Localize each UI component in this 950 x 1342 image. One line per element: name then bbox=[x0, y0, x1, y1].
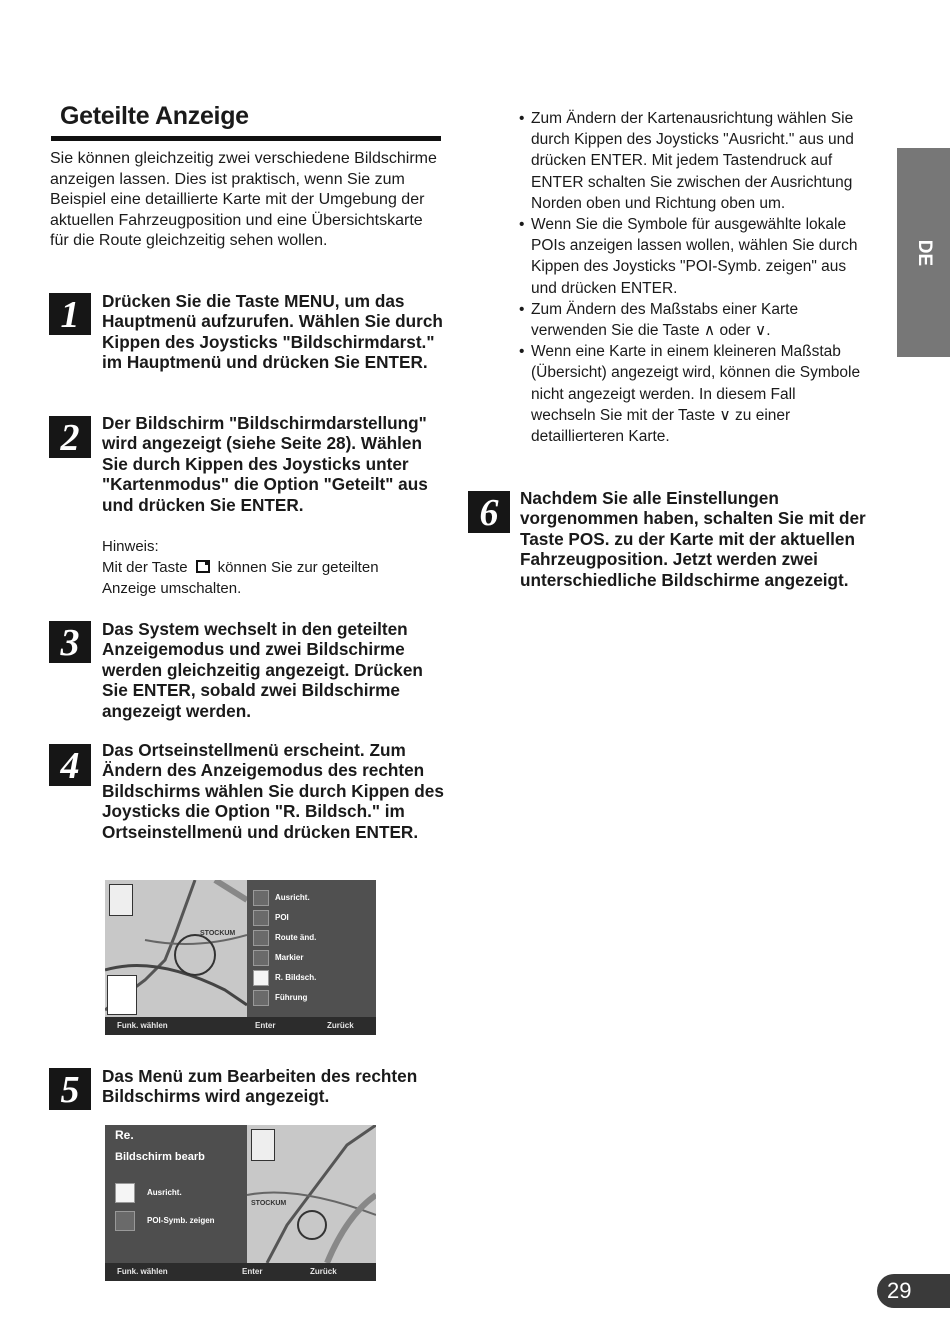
note-text-after: können Sie zur geteilten bbox=[217, 559, 379, 576]
split-screen-key-icon bbox=[196, 560, 210, 573]
status-enter: Enter bbox=[242, 1267, 263, 1276]
step-6-number: 6 bbox=[468, 491, 510, 533]
step-4-text: Das Ortseinstellmenü erscheint. Zum Ändern des Anzeigemodus des rechten Bildschirms wählen Sie durch Kippen des Joysticks die Option "R. Bildsch." im Ortseinstellmenü und drücken ENTER. bbox=[102, 740, 444, 842]
edit-menu-panel: Re. Bildschirm bearb Ausricht. POI-Symb. zeigen bbox=[105, 1125, 247, 1263]
title-underline bbox=[51, 136, 441, 141]
map-view-left bbox=[105, 880, 247, 1017]
status-zurueck: Zurück bbox=[310, 1267, 337, 1276]
note-text-line2: Anzeige umschalten. bbox=[102, 580, 242, 597]
note-block bbox=[102, 536, 442, 599]
step-4-number: 4 bbox=[49, 744, 91, 786]
scale-box bbox=[107, 975, 137, 1015]
tip-item: • Zum Ändern der Kartenausrichtung wählen Sie durch Kippen des Joysticks "Ausricht." aus und drücken ENTER. Mit jedem Tastendruck auf ENTER schalten Sie zwischen der Ausrichtung Norden oben und Richtung oben um. bbox=[519, 108, 864, 214]
step-6-text: Nachdem Sie alle Einstellungen vorgenommen haben, schalten Sie mit der Taste POS. zu der Karte mit der aktuellen Fahrzeugposition. Jetzt werden zwei unterschiedliche Bildschirme angezeigt. bbox=[520, 488, 866, 590]
nav-screenshot-edit-menu bbox=[105, 1125, 376, 1281]
page-title: Geteilte Anzeige bbox=[60, 102, 249, 130]
tip-item: • Wenn eine Karte in einem kleineren Maßstab (Übersicht) angezeigt wird, können die Symbole nicht angezeigt werden. In diesem Fall wechseln Sie mit der Taste ∨ zu einer detaillierteren Karte. bbox=[519, 341, 864, 447]
compass-icon bbox=[251, 1129, 275, 1161]
note-heading: Hinweis: bbox=[102, 538, 159, 555]
map-view-right bbox=[247, 1125, 376, 1263]
language-tab bbox=[897, 148, 950, 357]
status-funk-waehlen: Funk. wählen bbox=[117, 1021, 168, 1030]
step-3-text: Das System wechselt in den geteilten Anzeigemodus und zwei Bildschirme werden gleichzeitig angezeigt. Drücken Sie ENTER, sobald zwei Bildschirme angezeigt werden. bbox=[102, 619, 423, 721]
note-text-before: Mit der Taste bbox=[102, 559, 188, 576]
step-1-text: Drücken Sie die Taste MENU, um das Hauptmenü aufzurufen. Wählen Sie durch Kippen des Joysticks "Bildschirmdarst." im Hauptmenü und drücken Sie ENTER. bbox=[102, 291, 443, 373]
menu-header-re: Re. bbox=[115, 1128, 134, 1142]
step-1-number: 1 bbox=[49, 293, 91, 335]
location-menu-panel: Ausricht. POI Route änd. Markier R. Bildsch. Führung bbox=[247, 880, 376, 1017]
step-2-text: Der Bildschirm "Bildschirmdarstellung" wird angezeigt (siehe Seite 28). Wählen Sie durch Kippen des Joysticks unter "Kartenmodus" die Option "Geteilt" aus und drücken Sie ENTER. bbox=[102, 413, 428, 515]
tip-item: • Wenn Sie die Symbole für ausgewählte lokale POIs anzeigen lassen wollen, wählen Sie durch Kippen des Joysticks "POI-Symb. zeigen" aus und drücken ENTER. bbox=[519, 214, 864, 299]
step-5-number: 5 bbox=[49, 1068, 91, 1110]
step-5-text: Das Menü zum Bearbeiten des rechten Bildschirms wird angezeigt. bbox=[102, 1066, 418, 1107]
menu-header-bildschirm-bearb: Bildschirm bearb bbox=[115, 1151, 205, 1163]
compass-icon bbox=[109, 884, 133, 916]
map-place-label: STOCKUM bbox=[200, 930, 236, 937]
tips-list bbox=[519, 108, 864, 447]
status-zurueck: Zurück bbox=[327, 1021, 354, 1030]
language-tab-label: DE bbox=[913, 239, 935, 266]
status-funk-waehlen: Funk. wählen bbox=[117, 1267, 168, 1276]
map-place-label: STOCKUM bbox=[251, 1200, 287, 1207]
screen-status-bar bbox=[105, 1017, 376, 1035]
intro-paragraph: Sie können gleichzeitig zwei verschiedene Bildschirme anzeigen lassen. Dies ist praktisch, wenn Sie zum Beispiel eine detaillierte Karte mit der Umgebung der aktuellen Fahrzeugposition und eine Übersichtskarte für die Route gleichzeitig sehen wollen. bbox=[50, 150, 437, 250]
screen-status-bar bbox=[105, 1263, 376, 1281]
step-3-number: 3 bbox=[49, 621, 91, 663]
tip-item: • Zum Ändern des Maßstabs einer Karte verwenden Sie die Taste ∧ oder ∨. bbox=[519, 299, 864, 341]
step-2-number: 2 bbox=[49, 416, 91, 458]
status-enter: Enter bbox=[255, 1021, 276, 1030]
nav-screenshot-split-menu bbox=[105, 880, 376, 1035]
page-number: 29 bbox=[877, 1274, 950, 1308]
